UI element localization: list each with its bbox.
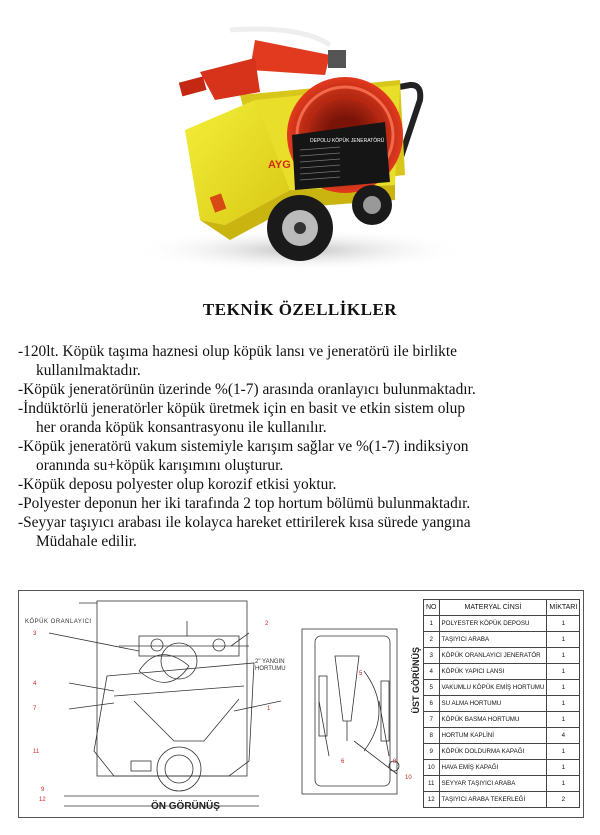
spec-line: -Seyyar taşıyıcı arabası ile kolayca hareket ettirilerek kısa sürede yangına <box>18 514 471 531</box>
callout-number: 5 <box>359 671 363 677</box>
row-no: 10 <box>424 760 440 776</box>
row-qty: 1 <box>547 616 580 632</box>
table-row <box>424 616 580 632</box>
spec-line: -Polyester deponun her iki tarafında 2 top hortum bölümü bulunmaktadır. <box>18 495 471 512</box>
spec-line: Müdahale edilir. <box>36 533 137 550</box>
row-qty: 1 <box>547 664 580 680</box>
row-material: HAVA EMİŞ KAPAĞI <box>439 760 547 776</box>
row-no: 1 <box>424 616 440 632</box>
callout-number: 1 <box>267 706 271 712</box>
row-material: VAKUMLU KÖPÜK EMİŞ HORTUMU <box>439 680 547 696</box>
table-row <box>424 696 580 712</box>
callout-number: 10 <box>405 775 412 781</box>
header-qty: MİKTARI <box>547 600 580 616</box>
callout-number: 7 <box>33 706 37 712</box>
table-row <box>424 744 580 760</box>
product-photo <box>0 0 600 285</box>
spec-line: -120lt. Köpük taşıma haznesi olup köpük lansı ve jeneratörü ile birlikte <box>18 343 457 360</box>
row-material: POLYESTER KÖPÜK DEPOSU <box>439 616 547 632</box>
row-qty: 1 <box>547 776 580 792</box>
table-row <box>424 680 580 696</box>
table-row <box>424 664 580 680</box>
row-qty: 1 <box>547 712 580 728</box>
row-material: TAŞIYICI ARABA <box>439 632 547 648</box>
row-no: 2 <box>424 632 440 648</box>
header-material: MATERYAL CİNSİ <box>439 600 547 616</box>
proportioner-label: KÖPÜK ORANLAYICI <box>25 619 92 625</box>
row-qty: 1 <box>547 760 580 776</box>
callout-number: 6 <box>341 759 345 765</box>
row-material: KÖPÜK YAPICI LANSI <box>439 664 547 680</box>
row-qty: 1 <box>547 680 580 696</box>
brand-logo: AYG <box>268 159 291 171</box>
row-no: 4 <box>424 664 440 680</box>
row-qty: 1 <box>547 744 580 760</box>
row-no: 6 <box>424 696 440 712</box>
header-no: NO <box>424 600 440 616</box>
table-row <box>424 728 580 744</box>
callout-number: 4 <box>33 681 37 687</box>
spec-line: oranında su+köpük karışımını oluşturur. <box>36 457 284 474</box>
row-material: KÖPÜK BASMA HORTUMU <box>439 712 547 728</box>
spec-line: her oranda köpük konsantrasyonu ile kullanılır. <box>36 419 327 436</box>
row-no: 5 <box>424 680 440 696</box>
row-no: 8 <box>424 728 440 744</box>
row-qty: 1 <box>547 648 580 664</box>
table-row <box>424 792 580 808</box>
spec-line: kullanılmaktadır. <box>36 362 141 379</box>
hose-label <box>255 659 286 673</box>
row-qty: 4 <box>547 728 580 744</box>
row-qty: 1 <box>547 696 580 712</box>
table-row <box>424 632 580 648</box>
row-material: SU ALMA HORTUMU <box>439 696 547 712</box>
materials-table <box>423 599 580 808</box>
callout-number: 2 <box>265 621 269 627</box>
callout-number: 12 <box>39 797 46 803</box>
callout-number: 3 <box>33 631 37 637</box>
technical-drawing <box>18 590 584 818</box>
table-row <box>424 776 580 792</box>
row-material: TAŞIYICI ARABA TEKERLEĞİ <box>439 792 547 808</box>
table-header-row <box>424 600 580 616</box>
row-no: 9 <box>424 744 440 760</box>
table-row <box>424 712 580 728</box>
row-qty: 2 <box>547 792 580 808</box>
row-no: 7 <box>424 712 440 728</box>
row-no: 3 <box>424 648 440 664</box>
callout-number: 11 <box>33 749 40 755</box>
table-row <box>424 648 580 664</box>
plate-title: DEPOLU KÖPÜK JENERATÖRÜ <box>310 138 385 144</box>
spec-line: -Köpük jeneratörü vakum sistemiyle karışım sağlar ve %(1-7) indiksiyon <box>18 438 469 455</box>
spec-line: -Köpük jeneratörünün üzerinde %(1-7) arasında oranlayıcı bulunmaktadır. <box>18 381 476 398</box>
row-material: KÖPÜK ORANLAYICI JENERATÖR <box>439 648 547 664</box>
row-material: SEYYAR TAŞIYICI ARABA <box>439 776 547 792</box>
callout-number: 9 <box>41 787 45 793</box>
row-material: HORTUM KAPLİNİ <box>439 728 547 744</box>
row-qty: 1 <box>547 632 580 648</box>
spec-list <box>18 342 593 551</box>
spec-line: -Köpük deposu polyester olup korozif etkisi yoktur. <box>18 476 337 493</box>
callout-number: 8 <box>393 759 397 765</box>
row-no: 12 <box>424 792 440 808</box>
front-view-label: ÖN GÖRÜNÜŞ <box>151 801 220 812</box>
spec-line: -İndüktörlü jeneratörler köpük üretmek için en basit ve etkin sistem olup <box>18 400 466 417</box>
top-view-label: ÜST GÖRÜNÜŞ <box>411 647 421 714</box>
row-material: KÖPÜK DOLDURMA KAPAĞI <box>439 744 547 760</box>
hose-label-line1: 2" YANGIN <box>255 659 285 665</box>
table-row <box>424 760 580 776</box>
hose-label-line2: HORTUMU <box>255 666 286 672</box>
section-title: TEKNİK ÖZELLİKLER <box>202 300 398 319</box>
row-no: 11 <box>424 776 440 792</box>
